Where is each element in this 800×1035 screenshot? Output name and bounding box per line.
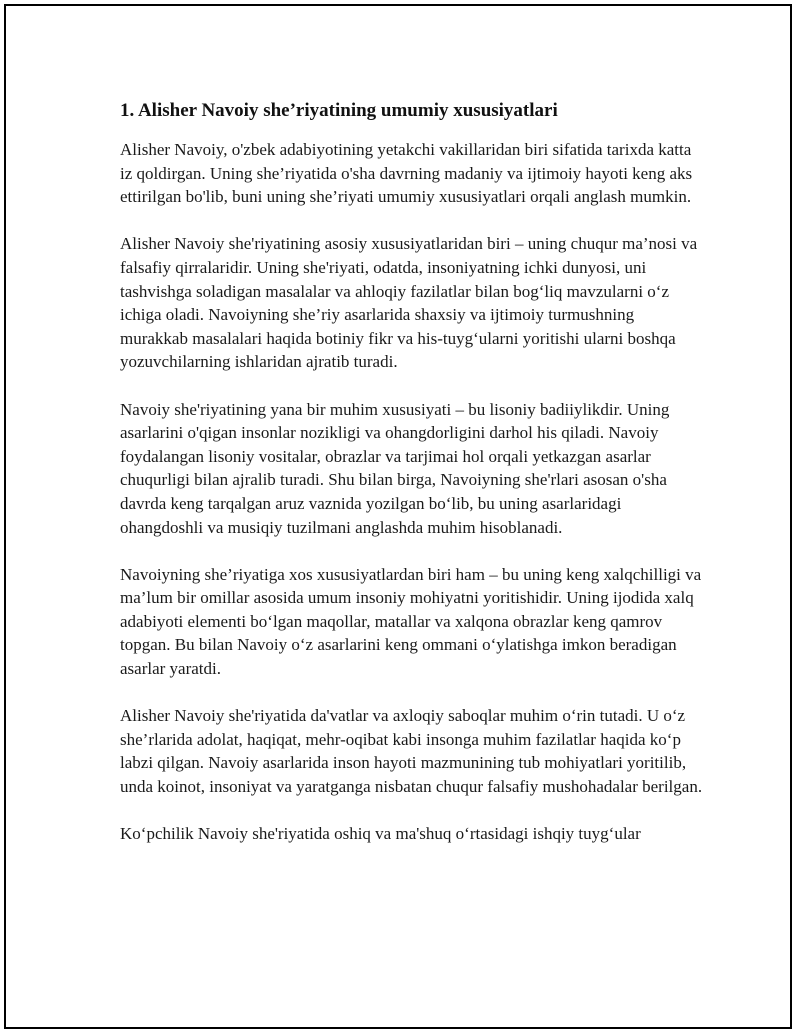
page-frame <box>4 4 792 1029</box>
paragraph-2: Alisher Navoiy she'riyatining asosiy xususiyatlaridan biri – uning chuqur ma’nosi va falsafiy qirralaridir. Uning she'riyati, odatda, insoniyatning ichki dunyosi, uni tashvishga soladigan masalalar va ahloqiy fazilatlar bilan bog‘liq mavzularni o‘z ichiga oladi. Navoiyning she’riy asarlarida shaxsiy va ijtimoiy turmushning murakkab masalalari haqida botiniy fikr va his-tuyg‘ularni yoritishi ularni boshqa yozuvchilarning ishlaridan ajratib turadi. <box>120 234 698 372</box>
section-heading: 1. Alisher Navoiy she’riyatining umumiy xususiyatlari <box>120 100 558 121</box>
paragraph-4: Navoiyning she’riyatiga xos xususiyatlardan biri ham – bu uning keng xalqchilligi va ma’lum bir omillar asosida umum insoniy mohiyatni yoritishidir. Uning ijodida xalq adabiyoti elementi bo‘lgan maqollar, matallar va xalqona obrazlar keng qamrov topgan. Bu bilan Navoiy o‘z asarlarini keng ommani o‘ylatishga imkon beradigan asarlar yaratdi. <box>120 564 702 679</box>
document-body <box>120 97 706 869</box>
paragraph-3: Navoiy she'riyatining yana bir muhim xususiyati – bu lisoniy badiiylikdir. Uning asarlarini o'qigan insonlar nozikligi va ohangdorligini darhol his qiladi. Navoiy foydalangan lisoniy vositalar, obrazlar va tarjimai hol orqali yetkazgan asarlar chuqurligi bilan ajralib turadi. Shu bilan birga, Navoiyning she'rlari asosan o'sha davrda keng tarqalgan aruz vaznida yozilgan bo‘lib, bu uning asarlaridagi ohangdoshli va musiqiy tuzilmani anglashda muhim hisoblanadi. <box>120 399 670 537</box>
paragraph-1: Alisher Navoiy, o'zbek adabiyotining yetakchi vakillaridan biri sifatida tarixda katta iz qoldirgan. Uning she’riyatida o'sha davrning madaniy va ijtimoiy hayoti keng aks ettirilgan bo'lib, buni uning she’riyati umumiy xususiyatlari orqali anglash mumkin. <box>120 140 693 207</box>
paragraph-6: Ko‘pchilik Navoiy she'riyatida oshiq va ma'shuq o‘rtasidagi ishqiy tuyg‘ular <box>120 824 641 844</box>
paragraph-5: Alisher Navoiy she'riyatida da'vatlar va axloqiy saboqlar muhim o‘rin tutadi. U o‘z she’rlarida adolat, haqiqat, mehr-oqibat kabi insonga muhim fazilatlar haqida ko‘p labzi qilgan. Navoiy asarlarida inson hayoti mazmunining tub mohiyatlari yoritilib, unda koinot, insoniyat va yaratganga nisbatan chuqur falsafiy mushohadalar berilgan. <box>120 706 703 797</box>
